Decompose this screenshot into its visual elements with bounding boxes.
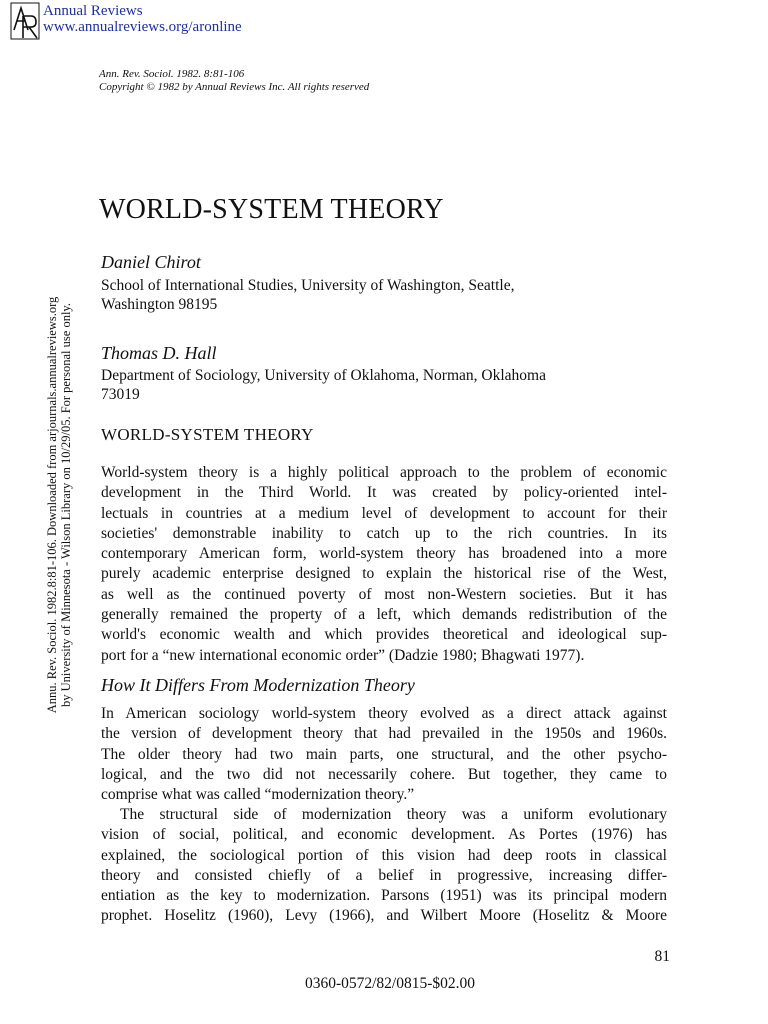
body-paragraph [101,805,667,927]
text-line: contemporary American form, world-system theory has broadened into a more [101,545,667,563]
download-notice [45,125,75,885]
download-notice-line: by University of Minnesota - Wilson Library on 10/29/05. For personal use only. [59,303,73,707]
text-line: lectuals in countries at a medium level of development to account for their [101,504,667,522]
text-line: purely academic enterprise designed to explain the historical rise of the West, [101,565,667,583]
text-line: development in the Third World. It was created by policy-oriented intel- [101,484,667,502]
text-line: theory and consisted chiefly of a belief in progressive, increasing differ- [101,866,667,884]
text-line: as well as the continued poverty of most non-Western societies. But it has [101,585,667,603]
text-line: world's economic wealth and which provides theoretical and ideological sup- [101,626,667,644]
text-line: In American sociology world-system theory evolved as a direct attack against [101,705,667,722]
copyright-line: Copyright © 1982 by Annual Reviews Inc. All rights reserved [99,81,370,93]
author-affiliation [101,276,661,314]
text-line: The structural side of modernization theory was a uniform evolutionary [120,806,667,823]
text-line: World-system theory is a highly political approach to the problem of economic [101,464,667,481]
publisher-url[interactable]: www.annualreviews.org/aronline [43,19,242,35]
text-line: explained, the sociological portion of this vision had deep roots in classical [101,846,667,864]
text-line: The older theory had two main parts, one structural, and the other psycho- [101,745,667,763]
annual-reviews-logo [10,2,40,40]
affiliation-line: Department of Sociology, University of Oklahoma, Norman, Oklahoma [101,367,546,384]
author-name: Daniel Chirot [101,252,201,272]
publisher-name: Annual Reviews [43,3,143,19]
section-heading: WORLD-SYSTEM THEORY [101,425,314,444]
text-line: entiation as the key to modernization. Parsons (1951) was its principal modern [101,887,667,905]
download-notice-line: Annu. Rev. Sociol. 1982.8:81-106. Downloaded from arjournals.annualreviews.org [45,296,59,714]
body-paragraph [101,463,667,666]
author-name: Thomas D. Hall [101,343,217,363]
affiliation-line: School of International Studies, University of Washington, Seattle, [101,277,515,294]
text-line: the version of development theory that had prevailed in the 1950s and 1960s. [101,725,667,743]
affiliation-line: 73019 [101,386,140,403]
text-line: prophet. Hoselitz (1960), Levy (1966), and Wilbert Moore (Hoselitz & Moore [101,907,667,925]
body-paragraph [101,704,667,805]
text-line: generally remained the property of a left, which demands redistribution of the [101,606,667,624]
citation-line: Ann. Rev. Sociol. 1982. 8:81-106 [99,68,245,80]
text-line: societies' demonstrable inability to catch up to the rich countries. In its [101,524,667,542]
article-title: WORLD-SYSTEM THEORY [99,194,444,225]
article-code: 0360-0572/82/0815-$02.00 [304,975,476,992]
text-line: comprise what was called “modernization theory.” [101,786,415,804]
text-line: port for a “new international economic order” (Dadzie 1980; Bhagwati 1977). [101,646,585,664]
page-number: 81 [654,948,670,965]
text-line: vision of social, political, and economic development. As Portes (1976) has [101,826,667,844]
citation-block [99,68,599,94]
author-affiliation [101,366,661,404]
text-line: logical, and the two did not necessarily cohere. But together, they came to [101,765,667,783]
subsection-heading: How It Differs From Modernization Theory [101,675,415,695]
affiliation-line: Washington 98195 [101,296,218,313]
